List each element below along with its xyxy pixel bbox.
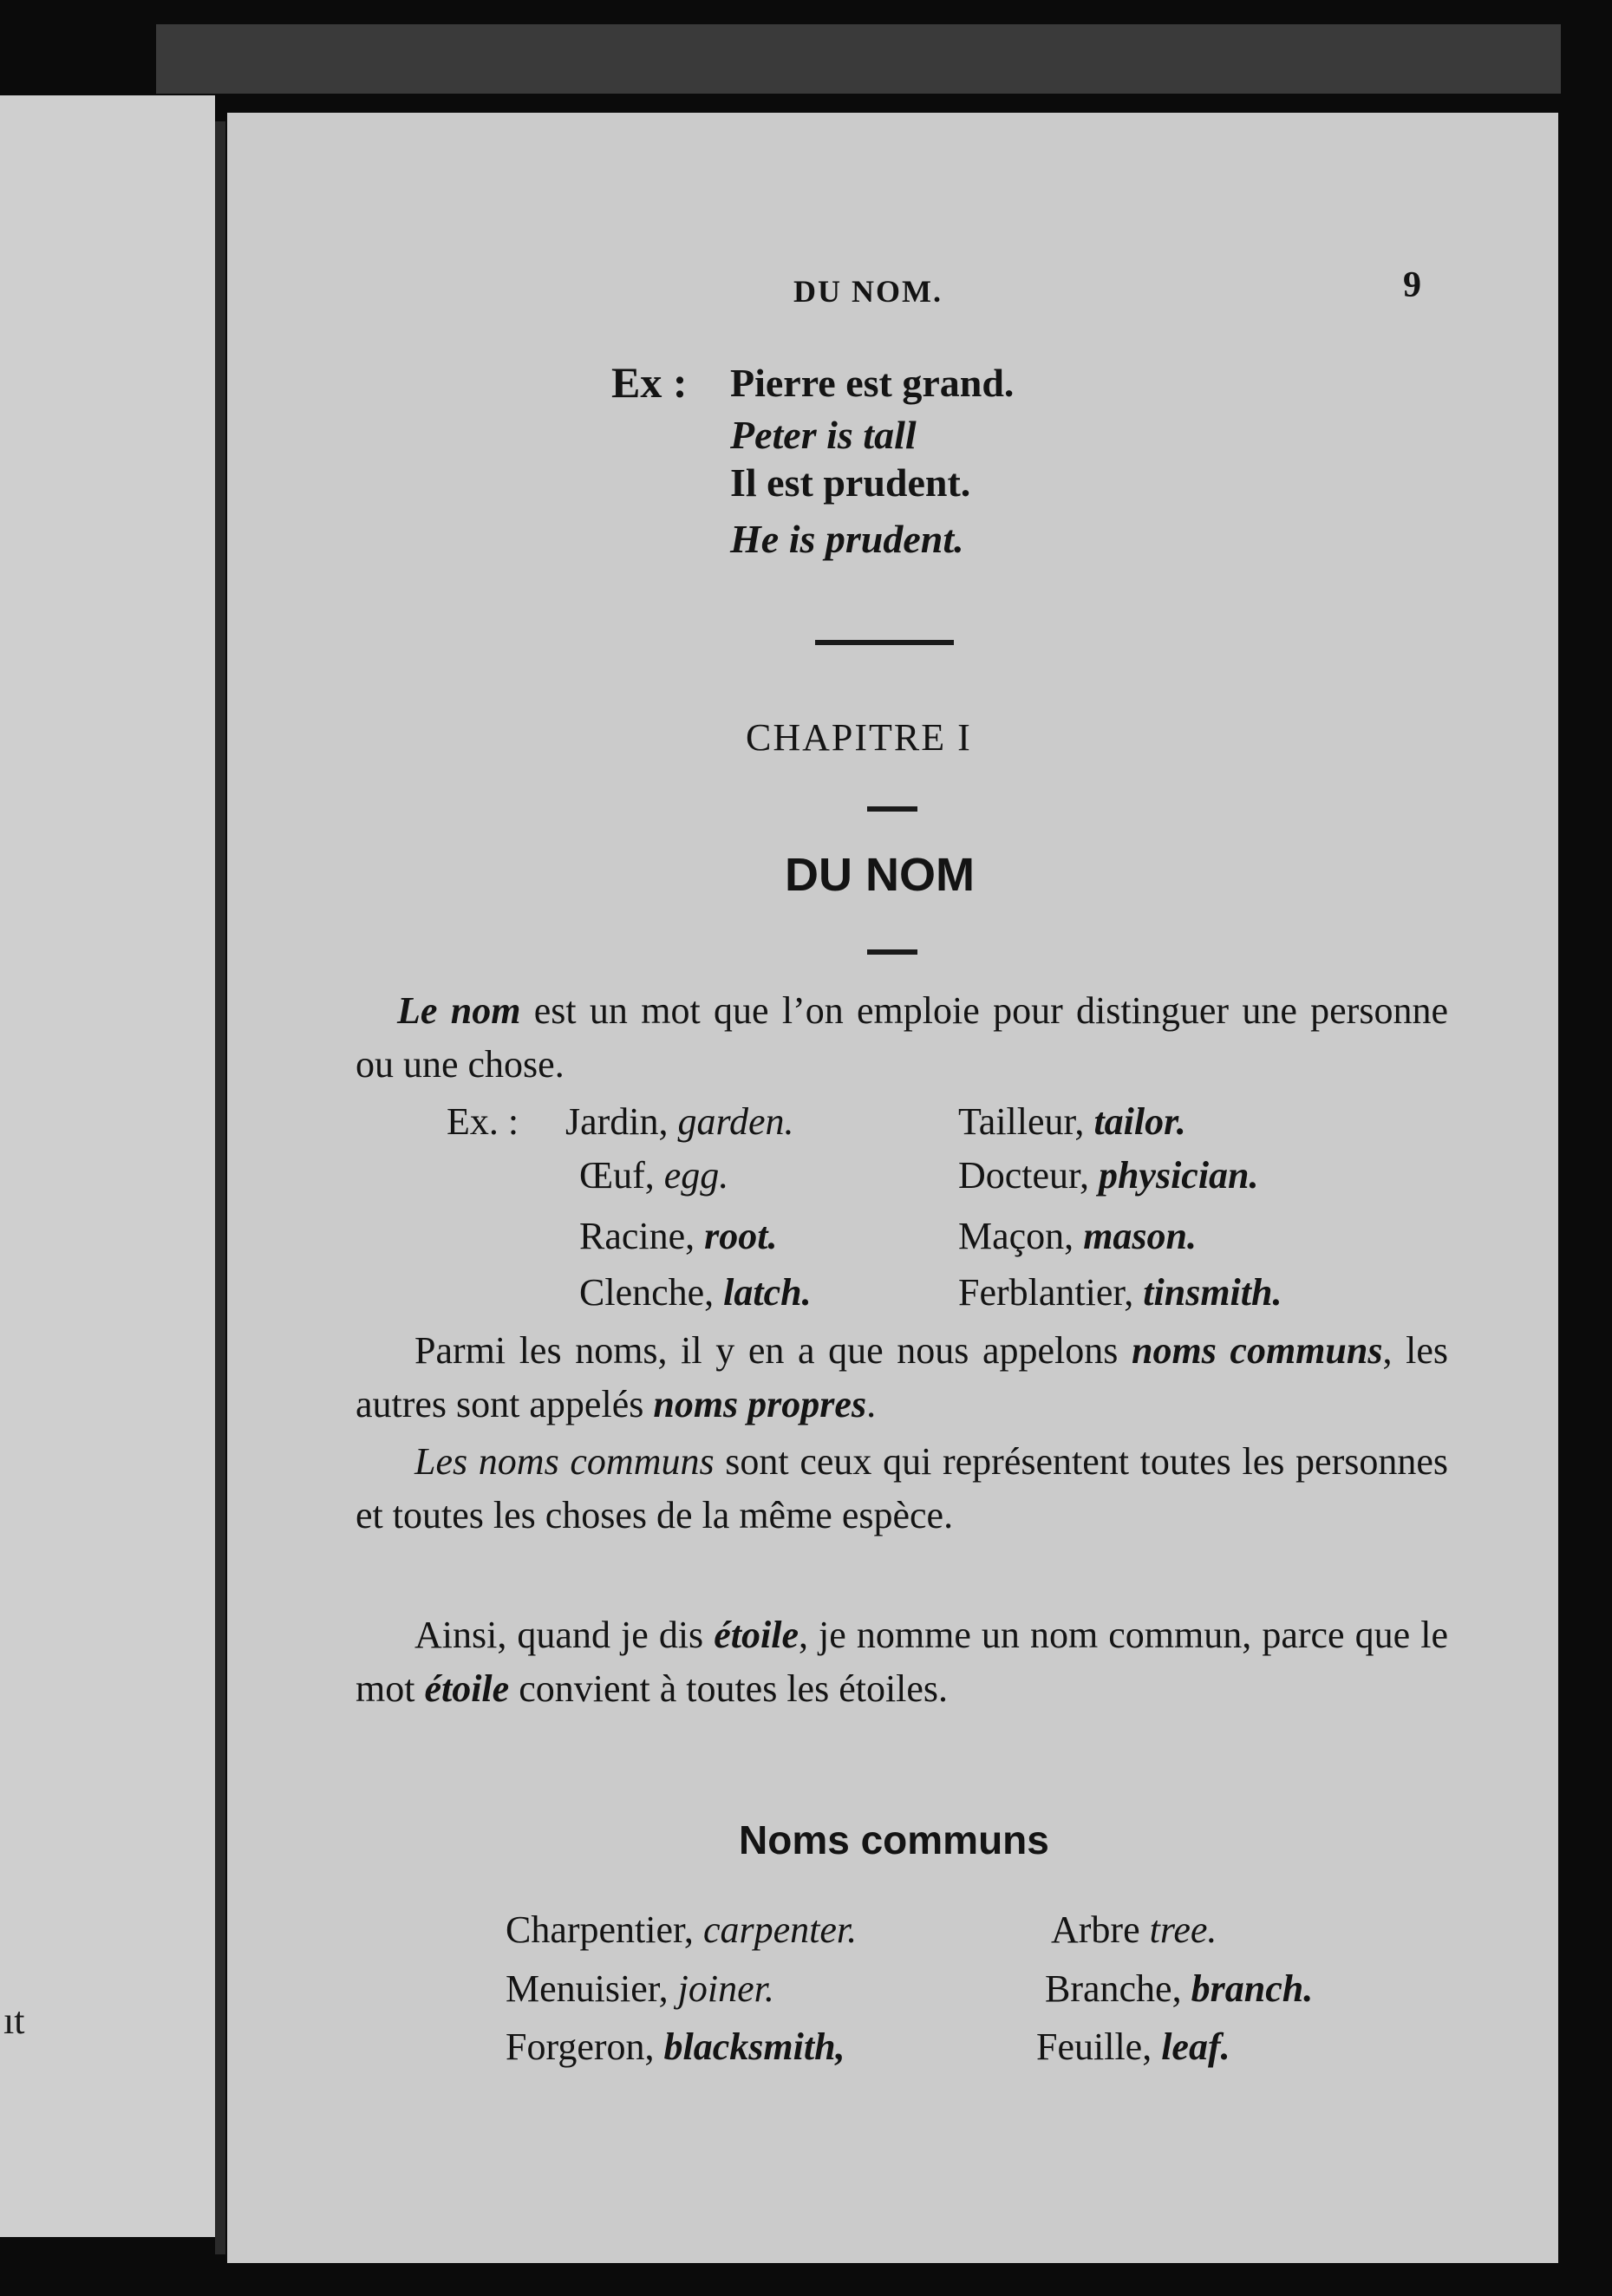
definition-text: est un mot que l’on emploie pour distinguer une personne ou une chose. — [356, 989, 1448, 1086]
intro-example-line: Il est prudent. — [730, 460, 971, 505]
example-word: Racine, root. — [579, 1215, 778, 1257]
example-word: Jardin, garden. — [565, 1100, 794, 1143]
title-rule — [867, 949, 917, 955]
noun-entry: Charpentier, carpenter. — [506, 1908, 858, 1951]
paragraph-ainsi: Ainsi, quand je dis étoile, je nomme un nom commun, parce que le mot étoile convient à toutes les étoiles. — [356, 1614, 1448, 1710]
definition-term: Le nom — [397, 989, 521, 1032]
left-page-fragment: ıt — [3, 1999, 25, 2042]
noun-entry: Branche, branch. — [1045, 1967, 1314, 2010]
example-word: Œuf, egg. — [579, 1154, 729, 1197]
intro-example-line: He is prudent. — [730, 517, 964, 561]
page-gutter — [215, 121, 225, 2254]
noun-entry: Forgeron, blacksmith, — [506, 2025, 845, 2068]
example-word: Clenche, latch. — [579, 1271, 812, 1314]
example-word: Ferblantier, tinsmith. — [958, 1271, 1282, 1314]
example-word: Maçon, mason. — [958, 1215, 1198, 1257]
chapter-heading: CHAPITRE I — [746, 716, 972, 759]
running-head: DU NOM. — [793, 274, 943, 309]
book-top-edge — [156, 24, 1561, 94]
chapter-title: DU NOM — [785, 849, 975, 901]
section-rule — [815, 640, 954, 645]
noun-entry: Menuisier, joiner. — [506, 1967, 774, 2010]
example-word: Tailleur, tailor. — [958, 1100, 1186, 1143]
intro-example-line: Peter is tall — [730, 413, 917, 457]
noun-entry: Arbre tree. — [1051, 1908, 1217, 1951]
example-word: Docteur, physician. — [958, 1154, 1259, 1197]
paragraph-noms-communs: Les noms communs sont ceux qui représentent toutes les personnes et toutes les choses de la même espèce. — [356, 1440, 1448, 1536]
section-title: Noms communs — [739, 1817, 1049, 1862]
page-number: 9 — [1403, 265, 1421, 305]
left-page-margin — [0, 95, 215, 2237]
title-rule — [867, 806, 917, 812]
examples-label: Ex. : — [447, 1100, 519, 1143]
paragraph-parmi: Parmi les noms, il y en a que nous appelons noms communs, les autres sont appelés noms propres. — [356, 1329, 1448, 1425]
intro-example-label: Ex : — [611, 358, 688, 407]
definition-paragraph — [356, 984, 1448, 1092]
noun-entry: Feuille, leaf. — [1036, 2025, 1230, 2068]
intro-example-line: Pierre est grand. — [730, 361, 1015, 405]
